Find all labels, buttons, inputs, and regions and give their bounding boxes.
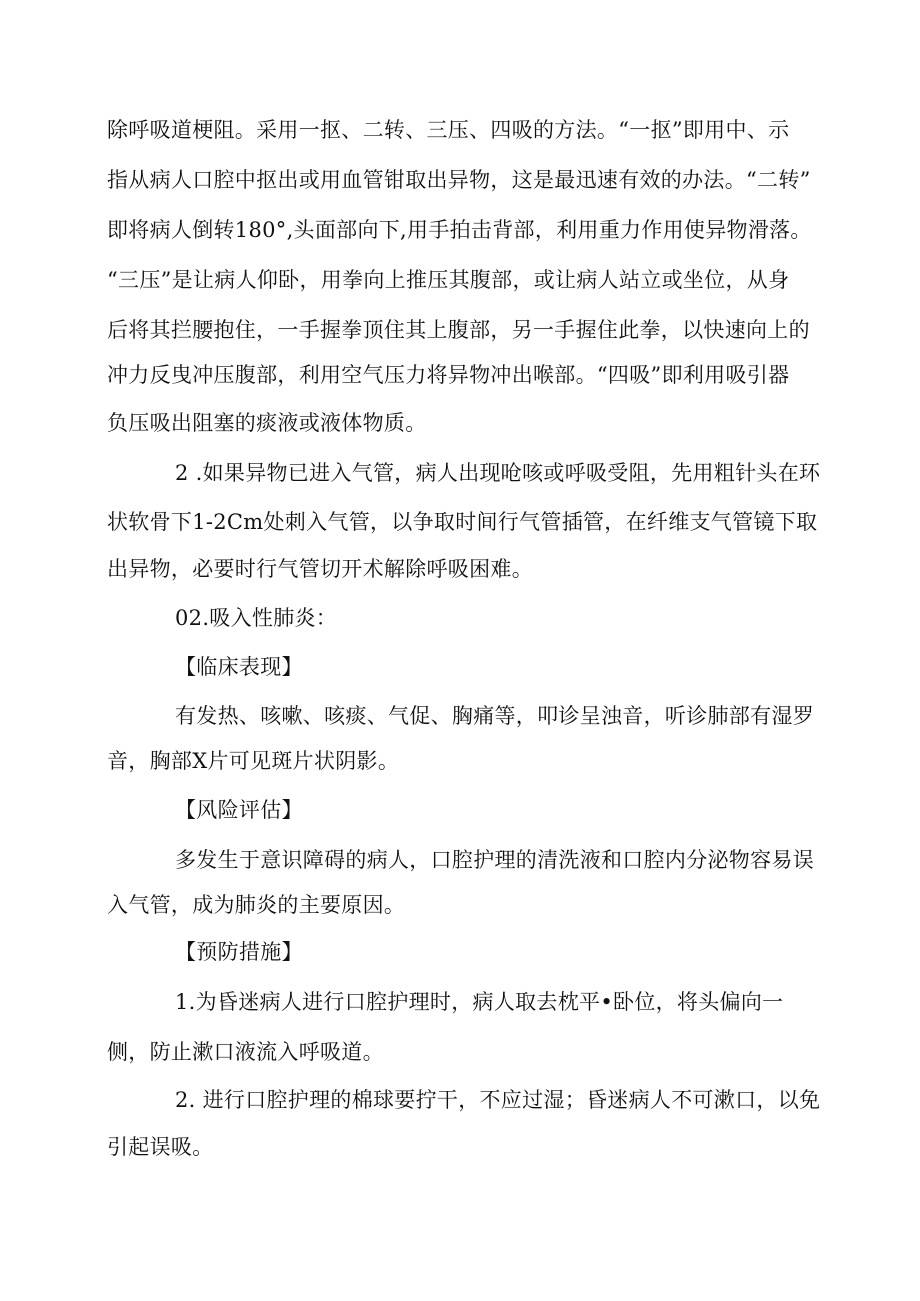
subsection-heading: 【预防措施】 <box>175 940 303 964</box>
paragraph-line: 音，胸部X片可见斑片状阴影。 <box>107 749 400 773</box>
paragraph-line: 冲力反曳冲压腹部，利用空气压力将异物冲出喉部。“四吸”即利用吸引器 <box>107 363 790 387</box>
paragraph-line: 即将病人倒转180°,头面部向下,用手拍击背部，利用重力作用使异物滑落。 <box>107 218 812 242</box>
paragraph-line: 引起误吸。 <box>107 1135 214 1159</box>
paragraph-line: 指从病人口腔中抠出或用血管钳取出异物，这是最迅速有效的办法。“二转” <box>107 168 811 192</box>
paragraph-line: 1.为昏迷病人进行口腔护理时，病人取去枕平•卧位，将头偏向一 <box>175 990 784 1014</box>
paragraph-line: 出异物，必要时行气管切开术解除呼吸困难。 <box>107 557 533 581</box>
subsection-heading: 【风险评估】 <box>175 798 303 822</box>
paragraph-line: 侧，防止漱口液流入呼吸道。 <box>107 1040 384 1064</box>
paragraph-line: 状软骨下1-2Cm处刺入气管，以争取时间行气管插管，在纤维支气管镜下取 <box>107 510 818 534</box>
section-heading: 02.吸入性肺炎： <box>175 606 338 630</box>
paragraph-line: 多发生于意识障碍的病人，口腔护理的清洗液和口腔内分泌物容易误 <box>175 848 814 872</box>
paragraph-line: 除呼吸道梗阻。采用一抠、二转、三压、四吸的方法。“一抠”即用中、示 <box>107 118 790 142</box>
paragraph-line: 负压吸出阻塞的痰液或液体物质。 <box>107 411 427 435</box>
paragraph-line: 2. 进行口腔护理的棉球要拧干，不应过湿；昏迷病人不可漱口，以免 <box>175 1088 821 1112</box>
paragraph-line: 入气管，成为肺炎的主要原因。 <box>107 893 406 917</box>
paragraph-line: 有发热、咳嗽、咳痰、气促、胸痛等，叩诊呈浊音，听诊肺部有湿罗 <box>175 704 814 728</box>
paragraph-line: 后将其拦腰抱住，一手握拳顶住其上腹部，另一手握住此拳，以快速向上的 <box>107 318 810 342</box>
paragraph-line: “三压”是让病人仰卧，用拳向上推压其腹部，或让病人站立或坐位，从身 <box>107 268 790 292</box>
subsection-heading: 【临床表现】 <box>175 655 303 679</box>
paragraph-line: 2 .如果异物已进入气管，病人出现呛咳或呼吸受阻，先用粗针头在环 <box>175 461 821 485</box>
